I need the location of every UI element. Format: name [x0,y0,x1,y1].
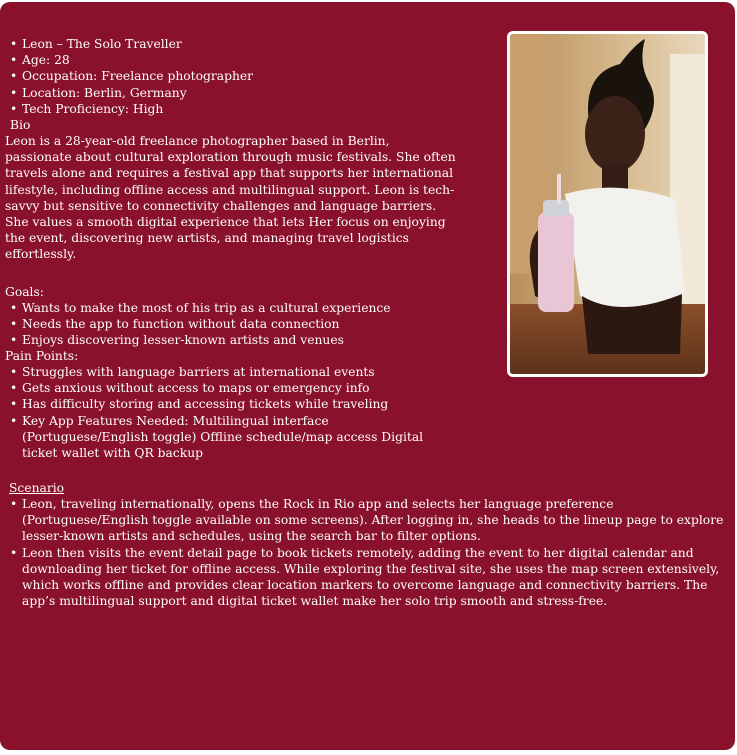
profile-name: • Leon – The Solo Traveller [6,36,486,52]
goals-list [6,300,486,349]
bio-text: Leon is a 28-year-old freelance photographer based in Berlin, passionate about cultural exploration through music festivals. She often travels alone and requires a festival app that supports her international lifestyle, including offline access and multilingual support. Leon is tech-savvy but sensitive to connectivity challenges and language barriers. She values a smooth digital experience that lets Her focus on enjoying the event, discovering new artists, and managing travel logistics effortlessly. [5,134,456,262]
scenario-item: • Leon, traveling internationally, opens the Rock in Rio app and selects her language preference (Portuguese/English toggle available on some screens). After logging in, she heads to the lineup page to explore lesser-known artists and schedules, using the search bar to filter options. [6,496,730,545]
persona-photo [507,31,708,377]
pain-point-item: • Key App Features Needed: Multilingual interface (Portuguese/English toggle) Offline schedule/map access Digital ticket wallet with QR backup [6,413,451,462]
goal-item: • Wants to make the most of his trip as a cultural experience [6,300,486,316]
goals-heading: Goals: [5,285,44,299]
scenario-list [6,496,730,609]
pain-points-heading: Pain Points: [5,349,79,363]
pain-point-item: • Gets anxious without access to maps or emergency info [6,380,451,396]
profile-age: • Age: 28 [6,52,486,68]
persona-card [0,2,735,750]
scenario-heading: Scenario [9,481,65,495]
scenario-item: • Leon then visits the event detail page to book tickets remotely, adding the event to her digital calendar and downloading her ticket for offline access. While exploring the festival site, she uses the map screen extensively, which works offline and provides clear location markers to overcome language and connectivity barriers. The app’s multilingual support and digital ticket wallet make her solo trip smooth and stress-free. [6,545,730,610]
bio-heading: Bio [10,118,31,132]
goal-item: • Needs the app to function without data connection [6,316,486,332]
profile-occupation: • Occupation: Freelance photographer [6,68,486,84]
profile-location: • Location: Berlin, Germany [6,85,486,101]
profile-tech: • Tech Proficiency: High [6,101,486,117]
persona-portrait-illustration [510,34,705,374]
pain-points-list [6,364,451,461]
goal-item: • Enjoys discovering lesser-known artists and venues [6,332,486,348]
pain-point-item: • Has difficulty storing and accessing tickets while traveling [6,396,451,412]
pain-point-item: • Struggles with language barriers at international events [6,364,451,380]
profile-list [6,36,486,117]
